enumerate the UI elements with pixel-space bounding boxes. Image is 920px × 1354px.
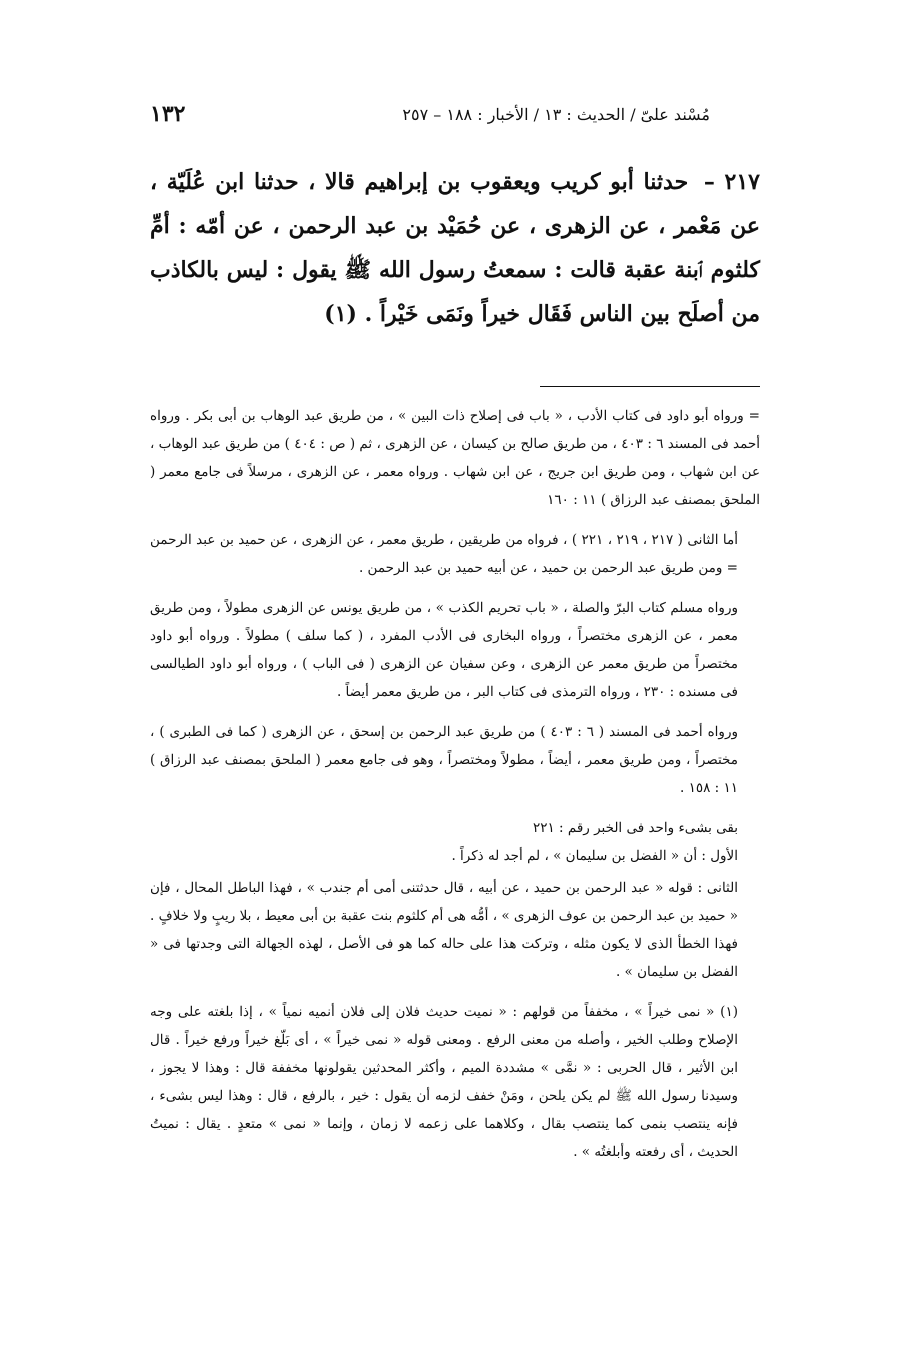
running-head: مُسْند علىّ / الحديث : ١٣ / الأخبار : ١٨٨ – ٢٥٧ <box>402 104 710 124</box>
page-header <box>150 96 710 132</box>
note-paragraph-4: ورواه أحمد فى المسند ( ٦ : ٤٠٣ ) من طريق عبد الرحمن بن إسحق ، عن الزهرى ( كما فى الطبرى ) ، مختصراً ، ومن طريق معمر ، أيضاً ، مطولاً ومختصراً ، وهو فى جامع معمر ( الملحق بمصنف عبد الرزاق ) ١١ : ١٥٨ . <box>150 724 738 796</box>
note-paragraph-2: أما الثانى ( ٢١٧ ، ٢١٩ ، ٢٢١ ) ، فرواه من طريقين ، طريق معمر ، عن الزهرى ، عن حميد بن عبد الرحمن = ومن طريق عبد الرحمن بن حميد ، عن أبيه حميد بن عبد الرحمن . <box>150 532 738 576</box>
note-paragraph-5: بقى بشىء واحد فى الخبر رقم : ٢٢١ <box>532 820 738 836</box>
note-paragraph-6: الأول : أن « الفضل بن سليمان » ، لم أجد له ذكراً . <box>451 848 738 864</box>
footnote-1: (١) « نمى خيراً » ، مخففاً من قولهم : « نميت حديث فلان إلى فلان أنميه نمياً » ، إذا بلغته على وجه الإصلاح وطلب الخير ، وأصله من معنى الرفع . ومعنى قوله « نمى خيراً » ، أى بَلّغ خيراً ورفع خيراً . قال ابن الأثير ، قال الحربى : « نمَّى » مشددة الميم ، وأكثر المحدثين يقولونها مخففة قال : وهذا لا يجوز ، وسيدنا رسول الله ﷺ لم يكن يلحن ، ومَنْ خفف لزمه أن يقول : خير ، بالرفع ، قال : وهذا ليس بشىء ، فإنه ينتصب بنمى كما ينتصب بقال ، وكلاهما على زعمه لا زمان ، وإنما « نمى » متعدٍ . يقال : نميتُ الحديث ، أى رفعته وأبلغتُه » . <box>150 1004 738 1160</box>
note-paragraph-7: الثانى : قوله « عبد الرحمن بن حميد ، عن أبيه ، قال حدثتنى أمى أم جندب » ، فهذا الباطل المحال ، فإن « حميد بن عبد الرحمن بن عوف الزهرى » ، أمُّه هى أم كلثوم بنت عقبة بن أبى معيط ، بلا ريبٍ ولا خلافٍ . فهذا الخطأ الذى لا يكون مثله ، وتركت هذا على حاله كما هو فى الأصل ، لهذه الجهالة التى وجدتها فى « الفضل بن سليمان » . <box>150 880 738 980</box>
commentary-notes <box>150 402 760 1178</box>
page-number: ١٣٢ <box>150 101 186 127</box>
hadith-number: ٢١٧ – <box>703 169 760 195</box>
hadith-text: حدثنا أبو كريب ويعقوب بن إبراهيم قالا ، حدثنا ابن عُلَيّة ، عن مَعْمر ، عن الزهرى ، عن حُمَيْد بن عبد الرحمن ، عن أمّه : أمِّ كلثوم ٱبنة عقبة قالت : سمعتُ رسول الله ﷺ يقول : ليس بالكاذب من أصلَح بين الناس فَقَال خيراً ونَمَى خَيْراً . (١) <box>150 169 760 327</box>
hadith-text-block <box>150 160 760 336</box>
note-paragraph-1: = ورواه أبو داود فى كتاب الأدب ، « باب فى إصلاح ذات البين » ، من طريق عبد الوهاب بن أبى بكر . ورواه أحمد فى المسند ٦ : ٤٠٣ ، من طريق صالح بن كيسان ، عن الزهرى ، ثم ( ص : ٤٠٤ ) من طريق عبد الوهاب ، عن ابن شهاب ، ومن طريق ابن جريج ، عن ابن شهاب . ورواه معمر ، عن الزهرى ، مرسلاً فى جامع معمر ( الملحق بمصنف عبد الرزاق ) ١١ : ١٦٠ <box>150 408 760 508</box>
footnote-separator-rule <box>540 386 760 387</box>
note-paragraph-3: ورواه مسلم كتاب البرّ والصلة ، « باب تحريم الكذب » ، من طريق يونس عن الزهرى مطولاً ، ومن طريق معمر ، عن الزهرى مختصراً ، ورواه البخارى فى الأدب المفرد ، ( كما سلف ) مطولاً . ورواه أبو داود مختصراً من طريق معمر عن الزهرى ، وعن سفيان عن الزهرى ( فى الباب ) ، ورواه أبو داود الطيالسى فى مسنده : ٢٣٠ ، ورواه الترمذى فى كتاب البر ، من طريق معمر أيضاً . <box>150 600 738 700</box>
